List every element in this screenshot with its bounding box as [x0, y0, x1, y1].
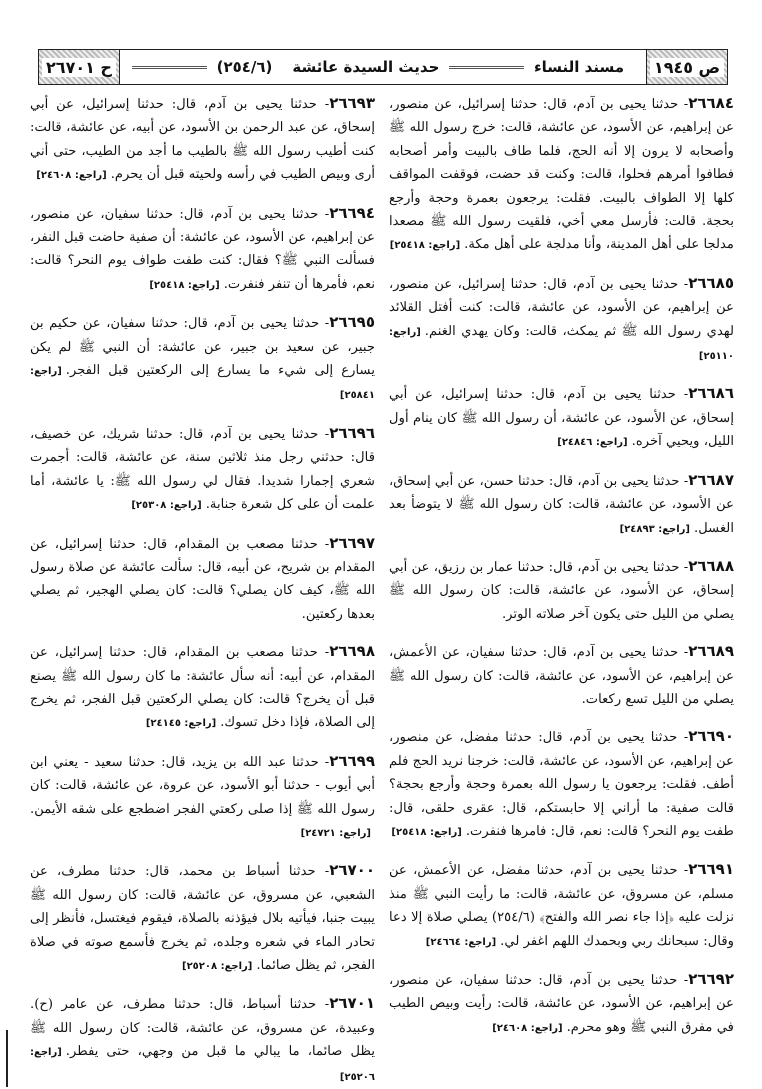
cross-reference: [راجع: ٢٤٧٢١] [300, 827, 371, 839]
hadith-number: ٢٦٦٨٥ [688, 273, 734, 292]
hadith-text: - حدثنا يحيى بن آدم، قال: حدثنا إسرائيل، عن أبي إسحاق، عن عبد الرحمن بن الأسود، عن أبيه، عن عائشة، قالت: كنت أطيب رسول الله ﷺ بالطيب ما أجد من الطيب، حتى أني أرى وبيص الطيب في رأسه ولحيته قبل أن يحرم. [30, 97, 375, 183]
cross-reference: [راجع: ٢٤٦٠٨] [36, 170, 107, 182]
running-head [120, 49, 646, 85]
volume-mark: (٢٥٤/٦) [216, 58, 273, 76]
header-rule [132, 66, 207, 69]
book-title: مسند النساء [533, 58, 624, 76]
right-column [389, 92, 734, 1062]
hadith-number: ٢٦٦٩١ [688, 860, 734, 879]
cross-reference: [راجع: ٢٥٨٤١] [30, 366, 375, 402]
header-rule [449, 66, 524, 69]
hadith-entry [30, 202, 375, 298]
cross-reference: [راجع: ٢٥٣٠٨] [131, 500, 202, 512]
hadith-number: ٢٦٦٩٥ [329, 313, 375, 332]
hadith-entry [30, 859, 375, 978]
cross-reference: [راجع: ٢٥٤١٨] [389, 240, 461, 252]
hadith-number: ٢٦٦٩٩ [329, 751, 375, 770]
page-number: ص ١٩٤٥ [650, 58, 724, 77]
cross-reference: [راجع: ٢٥٢٠٦] [30, 1047, 375, 1083]
hadith-entry [30, 532, 375, 627]
hadith-text: - حدثنا يحيى بن آدم، حدثنا مفضل، عن الأعمش، عن مسلم، عن مسروق، عن عائشة، قالت: ما رأيت النبي ﷺ منذ نزلت عليه ﴿إذا جاء نصر الله والفتح﴾ (٢٥٤/٦) يصلي صلاة إلا دعا وقال: سبحانك ربي وبحمدك اللهم اغفر لي. [389, 863, 734, 949]
hadith-number: ٢٦٦٩٨ [329, 642, 375, 661]
hadith-entry [30, 750, 375, 846]
hadith-range: ح ٢٦٧٠١ [42, 58, 116, 77]
section-title: حديث السيدة عائشة [292, 58, 440, 76]
hadith-text: - حدثنا أسباط، قال: حدثنا مطرف، عن عامر (ح). وعبيدة، عن مسروق، عن عائشة، قالت: كان رسول الله ﷺ يظل صائما، ما يبالي ما قبل من وجهي، حتى يفطر. [30, 997, 375, 1060]
hadith-entry [389, 725, 734, 844]
hadith-text: - حدثنا مصعب بن المقدام، قال: حدثنا إسرائيل، عن المقدام بن شريح، عن أبيه، قال: سألت عائشة عن صلاة رسول الله ﷺ، كيف كان يصلي؟ قالت: كان يصلي الهجير، ثم يصلي بعدها ركعتين. [30, 536, 375, 622]
hadith-entry [30, 992, 375, 1089]
hadith-entry [30, 422, 375, 518]
hadith-entry [30, 92, 375, 188]
hadith-number: ٢٦٦٨٦ [688, 384, 734, 403]
hadith-entry [389, 469, 734, 541]
hadith-entry [389, 382, 734, 454]
cross-reference: [راجع: ٢٤٦٦٤] [425, 936, 497, 948]
hadith-entry [389, 968, 734, 1040]
cross-reference: [راجع: ٢٤٨٩٣] [619, 523, 690, 535]
page-header [38, 48, 728, 86]
hadith-number: ٢٦٦٨٨ [688, 556, 734, 575]
cross-reference: [راجع: ٢٥٢٠٨] [181, 961, 253, 972]
hadith-entry [389, 555, 734, 626]
hadith-entry [30, 640, 375, 736]
hadith-number: ٢٦٦٩٢ [688, 970, 734, 988]
hadith-text: - حدثنا يحيى بن آدم، قال: حدثنا إسرائيل، عن منصور، عن إبراهيم، عن الأسود، عن عائشة، قالت: كنت أفتل القلائد لهدي رسول الله ﷺ ثم يمكث، قالت: وكان يهدي الغنم. [389, 276, 734, 339]
hadith-text: - حدثنا يحيى بن آدم، قال: حدثنا إسرائيل، عن أبي إسحاق، عن الأسود، عن عائشة، أن رسول الله ﷺ كان ينام أول الليل، ويحيي آخره. [389, 387, 734, 450]
hadith-text: - حدثنا يحيى بن آدم، قال: حدثنا مفضل، عن منصور، عن إبراهيم، عن الأسود، عن عائشة، قالت: خرجنا نريد الحج فلم أطف. فقلت: يرجعون يا رسول الله بعمرة وحجة وأرجع بحجة؟ قالت صفية: ما أراني إلا حابستكم، قال: عقرى حلقى، قال: طفت يوم النحر؟ قالت: نعم، قال: فامرها فنفرت. [389, 730, 734, 839]
hadith-entry [389, 92, 734, 258]
hadith-entry [30, 311, 375, 408]
cross-reference: [راجع: ٢٥١١٠] [389, 326, 734, 363]
text-columns [30, 92, 735, 1083]
cross-reference: [راجع: ٢٥٤١٨] [391, 826, 462, 838]
hadith-number: ٢٦٦٩٣ [329, 94, 375, 112]
hadith-text: - حدثنا يحيى بن آدم، قال: حدثنا سفيان، عن حكيم بن جبير، عن سعيد بن جبير، عن عائشة: أن النبي ﷺ لم يكن يسارع إلى شيء ما يسارع إلى الركعتين قبل الفجر. [30, 316, 375, 379]
hadith-number: ٢٦٦٨٩ [688, 642, 734, 661]
page-number-box [646, 49, 728, 85]
binding-mark [6, 1030, 8, 1087]
hadith-text: - حدثنا يحيى بن آدم، قال: حدثنا إسرائيل، عن منصور، عن إبراهيم، عن الأسود، عن عائشة، قالت: خرج رسول الله ﷺ وأصحابه لا يرون إلا أنه الحج، فلما طاف بالبيت وأمر أصحابه فطافوا أمرهم فحلوا، قالت: وكنت قد حضت، فوقفت المواقف كلها إلا الطواف بالبيت. فقلت: يرجعون بعمرة وحجة وأرجع بحجة. قالت: فأرسل معي أخي، فلقيت رسول الله ﷺ مصعدا مدلجا على أهل المدينة، وأنا مدلجة على أهل مكة. [389, 97, 734, 253]
hadith-range-box [38, 49, 120, 85]
hadith-number: ٢٦٧٠١ [329, 994, 375, 1013]
cross-reference: [راجع: ٢٤١٤٥] [145, 718, 217, 730]
hadith-text: - حدثنا يحيى بن آدم، قال: حدثنا سفيان، عن منصور، عن إبراهيم، عن الأسود، عن عائشة، قالت: رأيت وبيص الطيب في مفرق النبي ﷺ وهو محرم. [389, 973, 734, 1035]
cross-reference: [راجع: ٢٤٦٠٨] [492, 1022, 563, 1034]
cross-reference: [راجع: ٢٤٨٤٦] [557, 437, 628, 449]
hadith-number: ٢٦٧٠٠ [329, 861, 375, 880]
hadith-entry [389, 858, 734, 954]
hadith-text: - حدثنا يحيى بن آدم، قال: حدثنا عمار بن رزيق، عن أبي إسحاق، عن الأسود، عن عائشة، قالت: كان رسول الله ﷺ يصلي من الليل حتى يكون آخر صلاته الوتر. [389, 559, 734, 622]
hadith-number: ٢٦٦٩٧ [329, 533, 375, 552]
hadith-number: ٢٦٦٨٤ [688, 94, 734, 112]
left-column [30, 92, 375, 1083]
hadith-text: - حدثنا مصعب بن المقدام، قال: حدثنا إسرائيل، عن المقدام، عن أبيه: أنه سأل عائشة: ما كان رسول الله ﷺ يصنع قبل أن يخرج؟ قالت: كان يصلي الركعتين قبل الفجر، ثم يخرج إلى الصلاة، فإذا دخل تسوك. [30, 645, 375, 731]
cross-reference: [راجع: ٢٥٤١٨] [149, 279, 220, 291]
hadith-entry [389, 640, 734, 711]
hadith-text: - حدثنا عبد الله بن يزيد، قال: حدثنا سعيد - يعني ابن أبي أيوب - حدثنا أبو الأسود، عن عروة، عن عائشة، قالت: كان رسول الله ﷺ إذا صلى ركعتي الفجر اضطجع على شقه الأيمن. [30, 754, 375, 817]
hadith-number: ٢٦٦٩٠ [688, 727, 734, 746]
hadith-entry [389, 272, 734, 369]
hadith-number: ٢٦٦٩٦ [329, 423, 375, 442]
hadith-text: - حدثنا أسباط بن محمد، قال: حدثنا مطرف، عن الشعبي، عن مسروق، عن عائشة، قالت: كان رسول الله ﷺ يبيت جنبا، فيأتيه بلال فيؤذنه بالصلاة، فيقوم فيغتسل، فأنظر إلى تحادر الماء في شعره وجلده، ثم يخرج فأسمع صوته في صلاة الفجر، ثم يظل صائما. [30, 864, 375, 973]
hadith-text: - حدثنا يحيى بن آدم، قال: حدثنا شريك، عن خصيف، قال: حدثني رجل منذ ثلاثين سنة، عن عائشة، قالت: أجمرت شعري إجمارا شديدا. فقال لي رسول الله ﷺ: يا عائشة، أما علمت أن على كل شعرة جنابة. [30, 426, 375, 513]
hadith-text: - حدثنا يحيى بن آدم، قال: حدثنا حسن، عن أبي إسحاق، عن الأسود، عن عائشة، قالت: كان رسول الله ﷺ لا يتوضأ بعد الغسل. [389, 473, 734, 536]
hadith-number: ٢٦٦٨٧ [688, 470, 734, 489]
hadith-text: - حدثنا يحيى بن آدم، قال: حدثنا سفيان، عن الأعمش، عن إبراهيم، عن الأسود، عن عائشة، قالت: كان رسول الله ﷺ يصلي من الليل تسع ركعات. [389, 645, 735, 707]
hadith-number: ٢٦٦٩٤ [329, 203, 375, 222]
hadith-text: - حدثنا يحيى بن آدم، قال: حدثنا سفيان، عن منصور، عن إبراهيم، عن الأسود، عن عائشة: أن صفية حاضت قبل النفر، فسألت النبي ﷺ؟ فقال: كنت طفت طواف يوم النحر؟ قالت: نعم، فأمرها أن تنفر فنفرت. [30, 206, 375, 292]
